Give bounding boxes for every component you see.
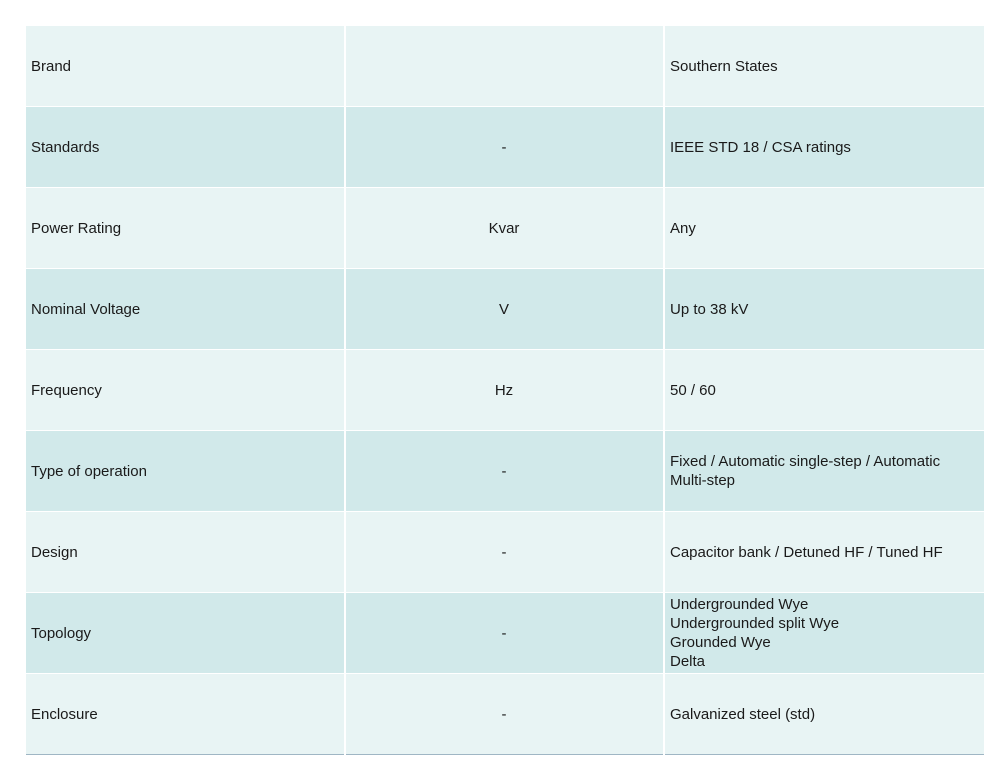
- table-row: [26, 188, 984, 269]
- parameter-cell: Nominal Voltage: [26, 269, 345, 350]
- value-cell: IEEE STD 18 / CSA ratings: [664, 107, 984, 188]
- unit-cell: -: [345, 431, 664, 512]
- unit-cell: -: [345, 512, 664, 593]
- table-row: [26, 512, 984, 593]
- parameter-cell: Brand: [26, 26, 345, 107]
- table-row: [26, 107, 984, 188]
- value-cell: Undergrounded Wye Undergrounded split Wye Grounded Wye Delta: [664, 593, 984, 674]
- value-cell: Any: [664, 188, 984, 269]
- value-cell: Up to 38 kV: [664, 269, 984, 350]
- table-row: [26, 674, 984, 755]
- value-cell: Capacitor bank / Detuned HF / Tuned HF: [664, 512, 984, 593]
- unit-cell: -: [345, 674, 664, 755]
- unit-cell: Hz: [345, 350, 664, 431]
- unit-cell: -: [345, 107, 664, 188]
- table-row: [26, 269, 984, 350]
- table-row: [26, 26, 984, 107]
- value-cell: Fixed / Automatic single-step / Automatic Multi-step: [664, 431, 984, 512]
- unit-cell: -: [345, 593, 664, 674]
- parameter-cell: Enclosure: [26, 674, 345, 755]
- parameter-cell: Standards: [26, 107, 345, 188]
- unit-cell: Kvar: [345, 188, 664, 269]
- unit-cell: V: [345, 269, 664, 350]
- table-row: [26, 593, 984, 674]
- parameter-cell: Frequency: [26, 350, 345, 431]
- parameter-cell: Design: [26, 512, 345, 593]
- parameter-cell: Topology: [26, 593, 345, 674]
- value-cell: 50 / 60: [664, 350, 984, 431]
- table-row: [26, 350, 984, 431]
- specifications-table: [26, 26, 984, 755]
- parameter-cell: Power Rating: [26, 188, 345, 269]
- unit-cell: [345, 26, 664, 107]
- parameter-cell: Type of operation: [26, 431, 345, 512]
- value-cell: Southern States: [664, 26, 984, 107]
- value-cell: Galvanized steel (std): [664, 674, 984, 755]
- table-row: [26, 431, 984, 512]
